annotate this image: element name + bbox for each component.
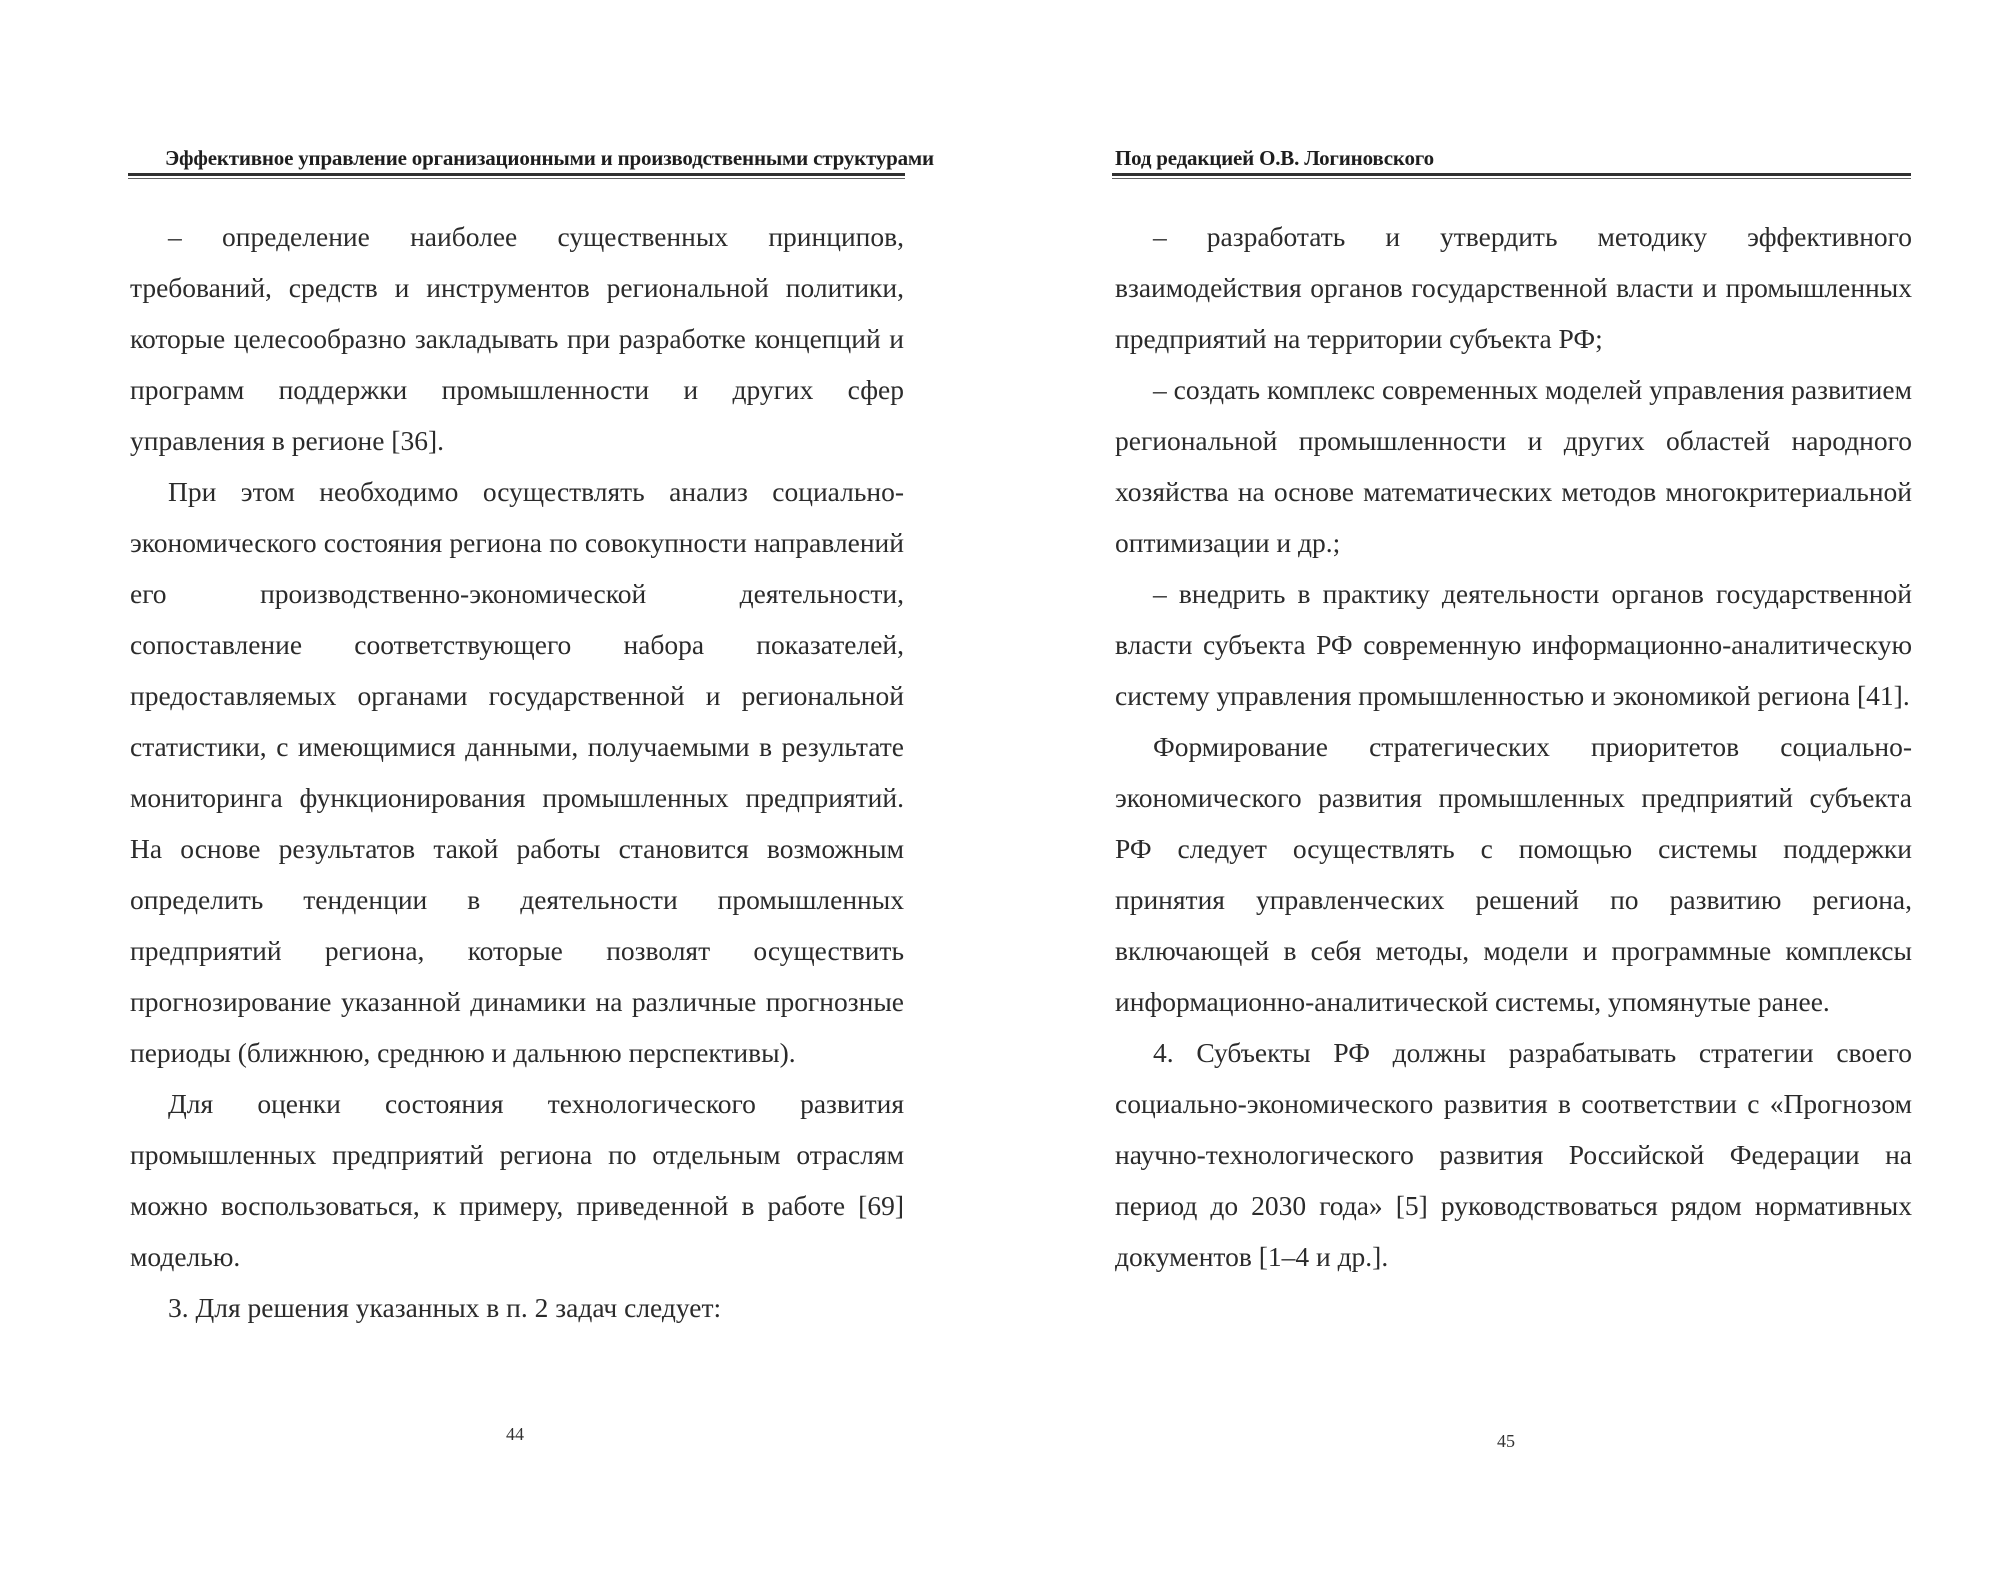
left-paragraph-1: – определение наиболее существенных принципов, требований, средств и инструментов региональной политики, которые целесообразно закладывать при разработке концепций и программ поддержки промышленности и других сфер управления в регионе [36]. <box>130 221 904 456</box>
right-page-number: 45 <box>1497 1431 1515 1451</box>
left-paragraph-4: 3. Для решения указанных в п. 2 задач следует: <box>168 1292 722 1323</box>
right-page <box>1000 0 2000 1592</box>
left-body-text <box>130 211 904 1333</box>
right-paragraph-1: – разработать и утвердить методику эффективного взаимодействия органов государственной власти и промышленных предприятий на территории субъекта РФ; <box>1115 221 1912 354</box>
left-paragraph-2: При этом необходимо осуществлять анализ социально-экономического состояния региона по совокупности направлений его производственно-экономической деятельности, сопоставление соответствующего набора показателей, предоставляемых органами государственной и региональной статистики, с имеющимися данными, получаемыми в результате мониторинга функционирования промышленных предприятий. На основе результатов такой работы становится возможным определить тенденции в деятельности промышленных предприятий региона, которые позволят осуществить прогнозирование указанной динамики на различные прогнозные периоды (ближнюю, среднюю и дальнюю перспективы). <box>130 476 904 1068</box>
left-header-rule <box>128 173 905 179</box>
right-paragraph-5: 4. Субъекты РФ должны разрабатывать стратегии своего социально-экономического развития в соответствии с «Прогнозом научно-технологического развития Российской Федерации на период до 2030 года» [5] руководствоваться рядом нормативных документов [1–4 и др.]. <box>1115 1037 1912 1272</box>
left-running-head: Эффективное управление организационными и производственными структурами <box>165 146 934 170</box>
right-running-head: Под редакцией О.В. Логиновского <box>1115 146 1434 170</box>
left-paragraph-3: Для оценки состояния технологического развития промышленных предприятий региона по отдельным отраслям можно воспользоваться, к примеру, приведенной в работе [69] моделью. <box>130 1088 904 1272</box>
right-paragraph-3: – внедрить в практику деятельности органов государственной власти субъекта РФ современную информационно-аналитическую систему управления промышленностью и экономикой региона [41]. <box>1115 578 1912 711</box>
right-body-text <box>1115 211 1912 1282</box>
right-paragraph-4: Формирование стратегических приоритетов социально-экономического развития промышленных предприятий субъекта РФ следует осуществлять с помощью системы поддержки принятия управленческих решений по развитию региона, включающей в себя методы, модели и программные комплексы информационно-аналитической системы, упомянутые ранее. <box>1115 731 1912 1017</box>
right-header-rule <box>1112 173 1911 179</box>
left-page-number: 44 <box>506 1424 524 1444</box>
right-paragraph-2: – создать комплекс современных моделей управления развитием региональной промышленности и других областей народного хозяйства на основе математических методов многокритериальной оптимизации и др.; <box>1115 374 1912 558</box>
